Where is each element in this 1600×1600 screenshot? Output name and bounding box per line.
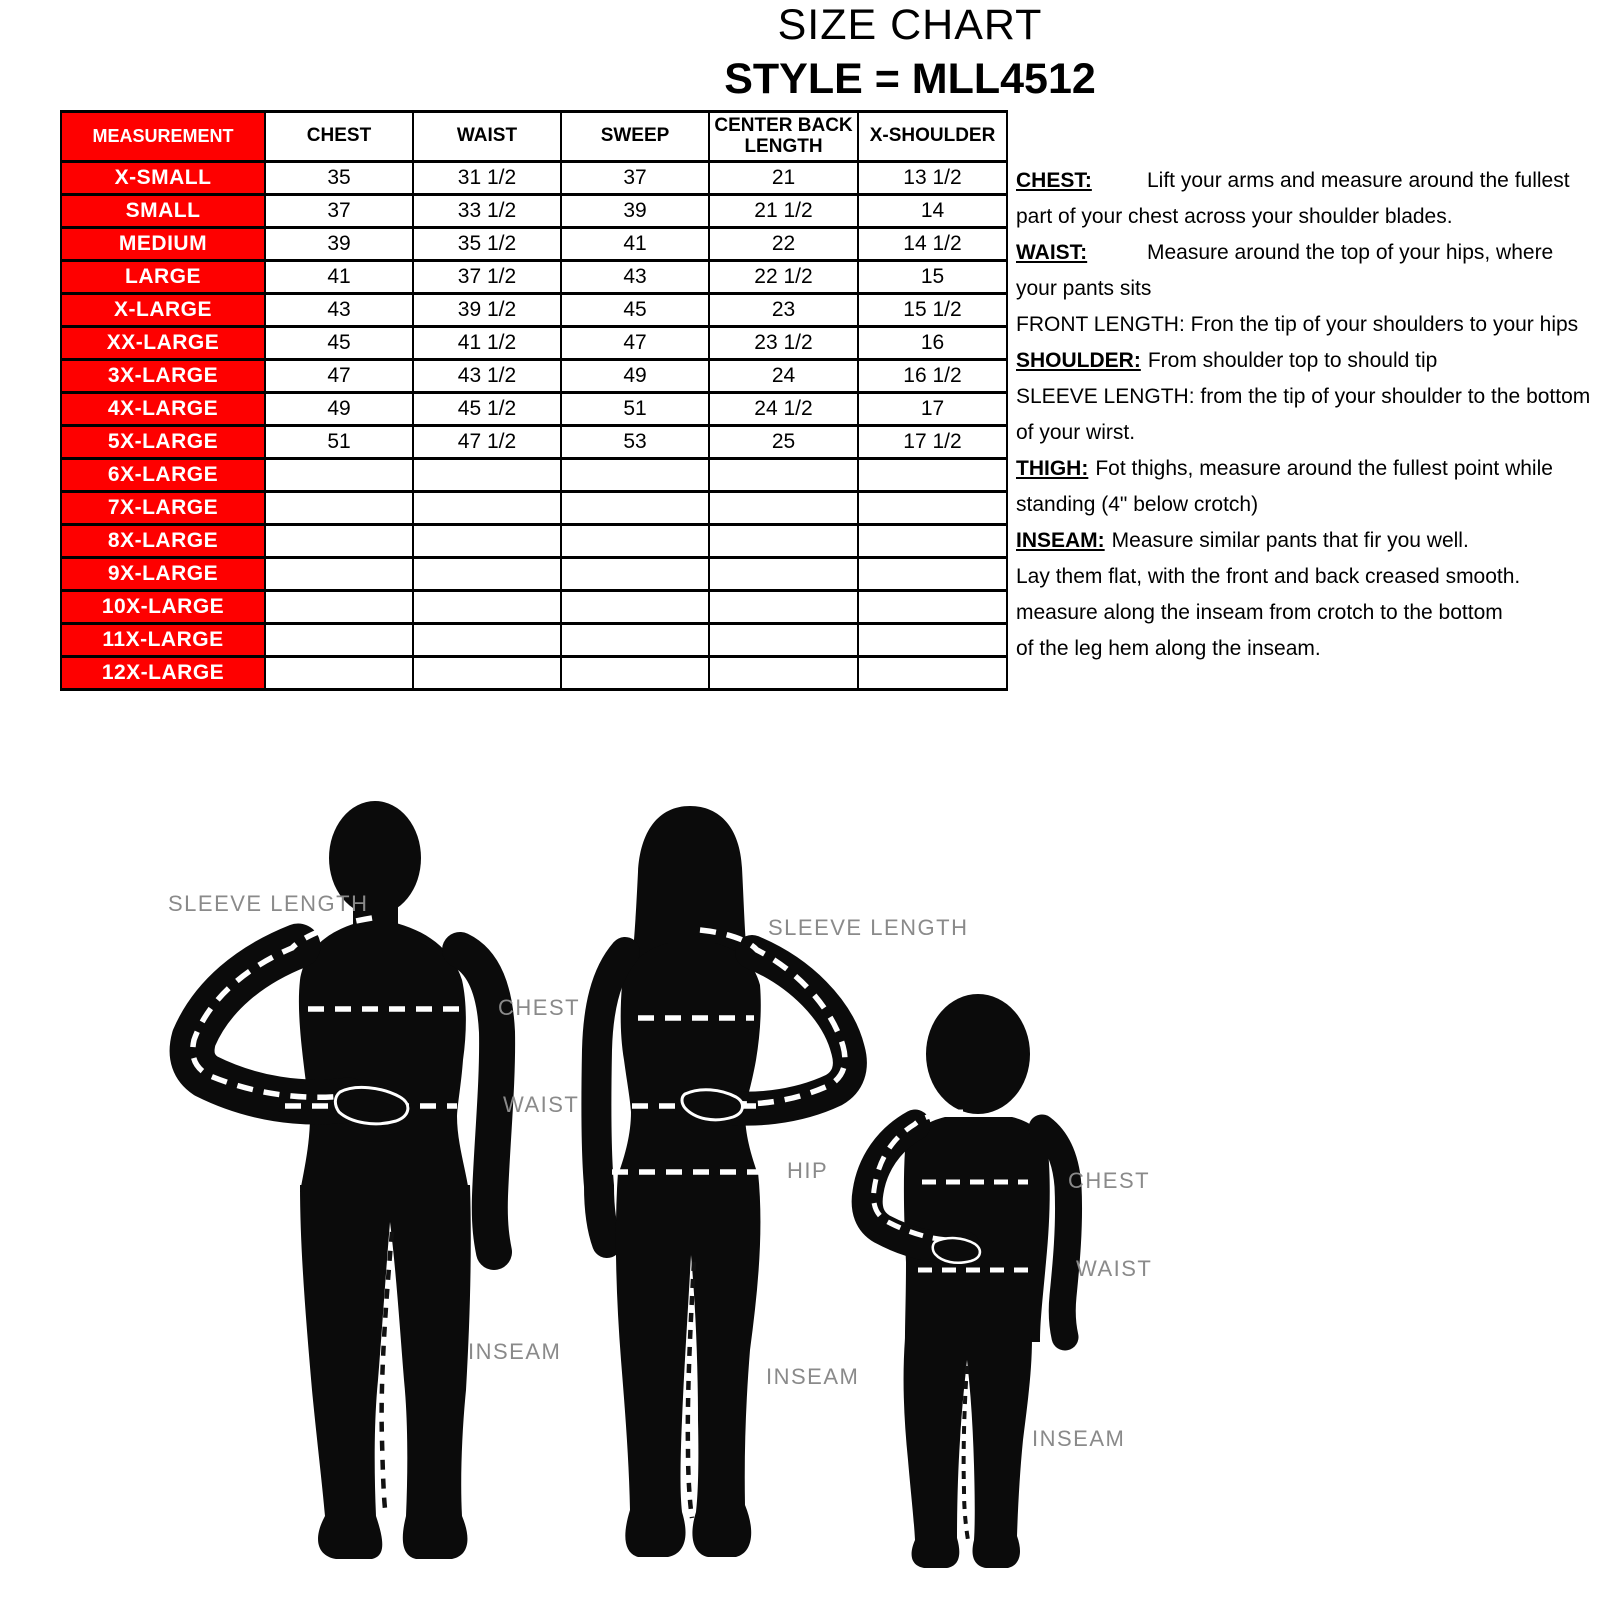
measurement-value: 23 bbox=[709, 294, 858, 327]
table-row bbox=[61, 327, 1007, 360]
measurement-value: 24 bbox=[709, 360, 858, 393]
table-row bbox=[61, 195, 1007, 228]
instruction-text: of your wirst. bbox=[1016, 421, 1136, 444]
measurement-value: 33 1/2 bbox=[413, 195, 561, 228]
measurement-value: 41 1/2 bbox=[413, 327, 561, 360]
measurement-value bbox=[561, 558, 709, 591]
chest-child-label: CHEST bbox=[1068, 1168, 1151, 1193]
table-row bbox=[61, 294, 1007, 327]
size-label: 10X-LARGE bbox=[61, 591, 265, 624]
measurement-value: 37 bbox=[561, 162, 709, 195]
table-row bbox=[61, 591, 1007, 624]
waist-man-label: WAIST bbox=[503, 1092, 580, 1117]
table-row bbox=[61, 525, 1007, 558]
measurement-value: 35 1/2 bbox=[413, 228, 561, 261]
measurement-value bbox=[265, 591, 413, 624]
instruction-line bbox=[1016, 343, 1556, 379]
table-row bbox=[61, 162, 1007, 195]
instruction-text: your pants sits bbox=[1016, 277, 1152, 300]
hip-woman-label: HIP bbox=[787, 1158, 829, 1183]
column-header-waist: WAIST bbox=[413, 112, 561, 162]
instruction-line bbox=[1016, 307, 1579, 343]
table-header-row bbox=[61, 112, 1007, 162]
measurement-value bbox=[709, 657, 858, 690]
instruction-term: SHOULDER: bbox=[1016, 349, 1141, 372]
table-row bbox=[61, 426, 1007, 459]
measurement-value: 37 1/2 bbox=[413, 261, 561, 294]
table-row bbox=[61, 360, 1007, 393]
size-label: 6X-LARGE bbox=[61, 459, 265, 492]
size-label: MEDIUM bbox=[61, 228, 265, 261]
table-row bbox=[61, 393, 1007, 426]
measurement-value bbox=[413, 492, 561, 525]
measurement-value bbox=[709, 558, 858, 591]
measurement-value: 39 1/2 bbox=[413, 294, 561, 327]
measurement-value: 31 1/2 bbox=[413, 162, 561, 195]
instruction-line bbox=[1016, 271, 1556, 307]
instruction-term: WAIST: bbox=[1016, 241, 1088, 264]
measurement-value: 16 bbox=[858, 327, 1007, 360]
measurement-value: 15 bbox=[858, 261, 1007, 294]
column-header-chest: CHEST bbox=[265, 112, 413, 162]
measurement-value bbox=[709, 459, 858, 492]
sleeve-length-woman-label: SLEEVE LENGTH bbox=[768, 915, 969, 940]
measurement-value: 51 bbox=[561, 393, 709, 426]
measurement-value: 25 bbox=[709, 426, 858, 459]
size-chart-table bbox=[60, 110, 1008, 691]
table-row bbox=[61, 228, 1007, 261]
instruction-line bbox=[1016, 487, 1556, 523]
measurement-value bbox=[561, 525, 709, 558]
measurement-value: 49 bbox=[265, 393, 413, 426]
instruction-text: of the leg hem along the inseam. bbox=[1016, 637, 1321, 660]
measurement-value: 39 bbox=[265, 228, 413, 261]
waist-child-label: WAIST bbox=[1076, 1256, 1153, 1281]
measurement-value: 17 1/2 bbox=[858, 426, 1007, 459]
page-title: SIZE CHART bbox=[777, 1, 1043, 49]
column-header-x-shoulder: X-SHOULDER bbox=[858, 112, 1007, 162]
child-hand bbox=[933, 1238, 980, 1263]
measurement-value: 45 bbox=[561, 294, 709, 327]
measurement-value: 15 1/2 bbox=[858, 294, 1007, 327]
instruction-text: standing (4" below crotch) bbox=[1016, 493, 1259, 516]
size-label: 4X-LARGE bbox=[61, 393, 265, 426]
measurement-value: 35 bbox=[265, 162, 413, 195]
measurement-value bbox=[709, 525, 858, 558]
size-label: 12X-LARGE bbox=[61, 657, 265, 690]
measurement-value: 17 bbox=[858, 393, 1007, 426]
inseam-child-label: INSEAM bbox=[1032, 1426, 1126, 1451]
instruction-text: Measure similar pants that fir you well. bbox=[1111, 529, 1469, 552]
measurement-value bbox=[858, 492, 1007, 525]
measurement-value bbox=[265, 558, 413, 591]
measurement-value: 14 1/2 bbox=[858, 228, 1007, 261]
measurement-value bbox=[561, 591, 709, 624]
table-row bbox=[61, 657, 1007, 690]
measurement-value: 39 bbox=[561, 195, 709, 228]
instruction-text: Fot thighs, measure around the fullest point while bbox=[1095, 457, 1553, 480]
measurement-value: 22 1/2 bbox=[709, 261, 858, 294]
measurement-value bbox=[265, 492, 413, 525]
measurement-value bbox=[265, 525, 413, 558]
measurement-value bbox=[858, 459, 1007, 492]
size-label: X-LARGE bbox=[61, 294, 265, 327]
instruction-text: FRONT LENGTH: Fron the tip of your shoulders to your hips bbox=[1016, 313, 1579, 336]
size-label: 7X-LARGE bbox=[61, 492, 265, 525]
measurement-value bbox=[858, 657, 1007, 690]
instruction-line bbox=[1016, 595, 1556, 631]
instruction-text: part of your chest across your shoulder blades. bbox=[1016, 205, 1453, 228]
instruction-text: SLEEVE LENGTH: from the tip of your shoulder to the bottom bbox=[1016, 385, 1591, 408]
size-label: 11X-LARGE bbox=[61, 624, 265, 657]
child-silhouette bbox=[867, 994, 1068, 1568]
size-label: 3X-LARGE bbox=[61, 360, 265, 393]
measurement-value: 45 bbox=[265, 327, 413, 360]
measurement-value: 47 1/2 bbox=[413, 426, 561, 459]
instruction-term: INSEAM: bbox=[1016, 529, 1105, 552]
sleeve-length-man-label: SLEEVE LENGTH bbox=[168, 891, 369, 916]
measurement-value bbox=[709, 492, 858, 525]
instruction-line bbox=[1016, 235, 1556, 271]
woman-inseam-dash bbox=[688, 1262, 694, 1518]
measurement-value: 13 1/2 bbox=[858, 162, 1007, 195]
measurement-value bbox=[561, 624, 709, 657]
column-header-sweep: SWEEP bbox=[561, 112, 709, 162]
size-label: XX-LARGE bbox=[61, 327, 265, 360]
measuring-instructions bbox=[1016, 163, 1591, 667]
measurement-value: 24 1/2 bbox=[709, 393, 858, 426]
table-row bbox=[61, 261, 1007, 294]
measurement-value: 43 bbox=[561, 261, 709, 294]
measurement-value: 43 1/2 bbox=[413, 360, 561, 393]
measurement-value bbox=[709, 591, 858, 624]
measurement-value bbox=[709, 624, 858, 657]
inseam-woman-label: INSEAM bbox=[766, 1364, 860, 1389]
instruction-term: CHEST: bbox=[1016, 169, 1092, 192]
measurement-value: 41 bbox=[561, 228, 709, 261]
measurement-value bbox=[413, 459, 561, 492]
measurement-value bbox=[265, 624, 413, 657]
inseam-man-label: INSEAM bbox=[468, 1339, 562, 1364]
measurement-value bbox=[561, 492, 709, 525]
instruction-line bbox=[1016, 523, 1556, 559]
measurement-value: 37 bbox=[265, 195, 413, 228]
instruction-text: From shoulder top to should tip bbox=[1147, 349, 1438, 372]
instruction-text: Lay them flat, with the front and back creased smooth. bbox=[1016, 565, 1521, 588]
instruction-line bbox=[1016, 199, 1556, 235]
measurement-value bbox=[413, 591, 561, 624]
instruction-line bbox=[1016, 163, 1570, 199]
measurement-value: 21 bbox=[709, 162, 858, 195]
measurement-value: 16 1/2 bbox=[858, 360, 1007, 393]
measurement-value: 43 bbox=[265, 294, 413, 327]
column-header-center-back-length: CENTER BACK LENGTH bbox=[709, 112, 858, 162]
table-row bbox=[61, 624, 1007, 657]
measurement-value: 23 1/2 bbox=[709, 327, 858, 360]
chest-man-label: CHEST bbox=[498, 995, 581, 1020]
instruction-line bbox=[1016, 415, 1556, 451]
measurement-value: 51 bbox=[265, 426, 413, 459]
measurement-value bbox=[413, 657, 561, 690]
instruction-text: Measure around the top of your hips, where bbox=[1147, 241, 1554, 264]
measurement-value: 45 1/2 bbox=[413, 393, 561, 426]
size-label: LARGE bbox=[61, 261, 265, 294]
measurement-value bbox=[413, 558, 561, 591]
size-label: X-SMALL bbox=[61, 162, 265, 195]
instruction-text: Lift your arms and measure around the fullest bbox=[1147, 169, 1570, 192]
size-label: 9X-LARGE bbox=[61, 558, 265, 591]
measurement-value bbox=[561, 459, 709, 492]
measurement-value bbox=[265, 657, 413, 690]
measurement-value: 22 bbox=[709, 228, 858, 261]
child-inseam-dash bbox=[964, 1366, 968, 1540]
measurement-value bbox=[858, 558, 1007, 591]
table-row bbox=[61, 492, 1007, 525]
instruction-line bbox=[1016, 559, 1556, 595]
measurement-value bbox=[561, 657, 709, 690]
measurement-value: 53 bbox=[561, 426, 709, 459]
instruction-text: measure along the inseam from crotch to the bottom bbox=[1016, 601, 1503, 624]
instruction-line bbox=[1016, 379, 1591, 415]
instruction-term: THIGH: bbox=[1016, 457, 1089, 480]
measurement-value: 47 bbox=[265, 360, 413, 393]
measurement-value: 47 bbox=[561, 327, 709, 360]
size-label: 5X-LARGE bbox=[61, 426, 265, 459]
measurement-value bbox=[858, 525, 1007, 558]
size-label: SMALL bbox=[61, 195, 265, 228]
measurement-value bbox=[413, 525, 561, 558]
column-header-measurement: MEASUREMENT bbox=[61, 112, 265, 162]
instruction-line bbox=[1016, 631, 1556, 667]
measurement-value bbox=[265, 459, 413, 492]
table-row bbox=[61, 558, 1007, 591]
measurement-value bbox=[858, 591, 1007, 624]
style-code-title: STYLE = MLL4512 bbox=[724, 55, 1096, 103]
measurement-value: 49 bbox=[561, 360, 709, 393]
measurement-value bbox=[413, 624, 561, 657]
measurement-value: 14 bbox=[858, 195, 1007, 228]
measurement-value bbox=[858, 624, 1007, 657]
size-label: 8X-LARGE bbox=[61, 525, 265, 558]
measurement-value: 21 1/2 bbox=[709, 195, 858, 228]
instruction-line bbox=[1016, 451, 1556, 487]
table-row bbox=[61, 459, 1007, 492]
measurement-value: 41 bbox=[265, 261, 413, 294]
title-block bbox=[220, 0, 1600, 104]
